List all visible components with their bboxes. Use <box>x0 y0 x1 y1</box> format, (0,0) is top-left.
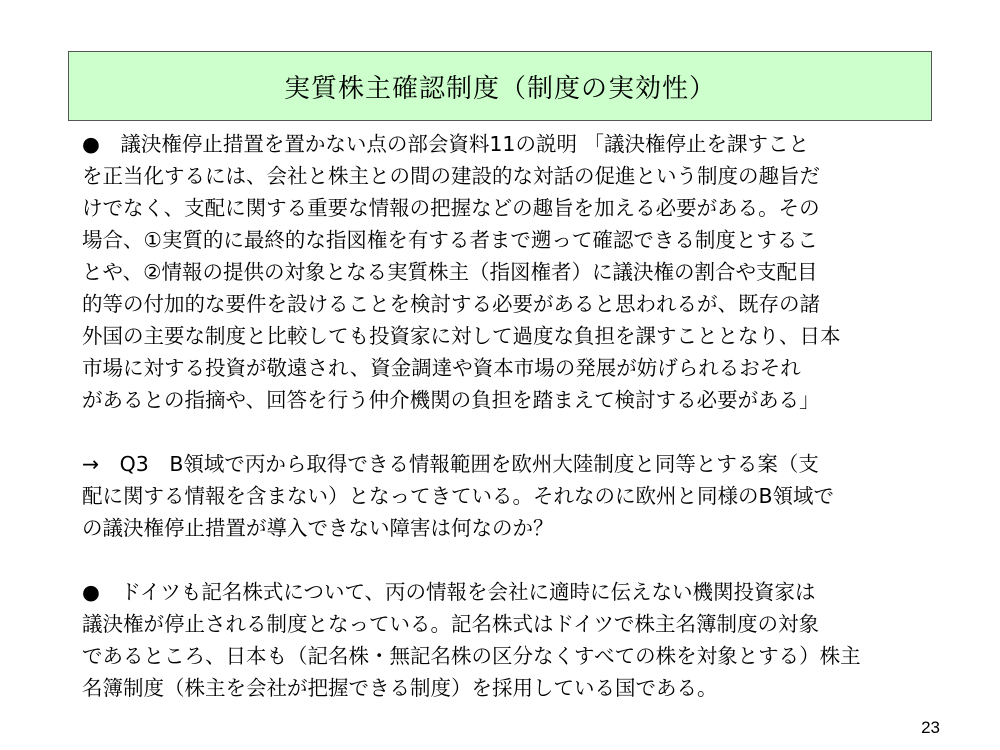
body-line: 配に関する情報を含まない）となってきている。それなのに欧州と同様のB領域で <box>82 484 835 508</box>
slide-title-box <box>68 51 932 121</box>
body-line: 名簿制度（株主を会社が把握できる制度）を採用している国である。 <box>82 676 718 700</box>
body-line: 議決権が停止される制度となっている。記名株式はドイツで株主名簿制度の対象 <box>82 612 819 636</box>
paragraph-3 <box>82 576 942 704</box>
body-line: を正当化するには、会社と株主との間の建設的な対話の促進という制度の趣旨だ <box>82 164 820 188</box>
slide-body <box>82 128 942 704</box>
page-number: 23 <box>921 718 940 737</box>
body-line: → Q3 B領域で丙から取得できる情報範囲を欧州大陸制度と同等とする案（支 <box>82 452 819 476</box>
body-line: ● ドイツも記名株式について、丙の情報を会社に適時に伝えない機関投資家は <box>82 580 816 604</box>
paragraph-spacer <box>82 544 942 576</box>
body-line: の議決権停止措置が導入できない障害は何なのか？ <box>82 516 554 540</box>
body-line: とや、②情報の提供の対象となる実質株主（指図権者）に議決権の割合や支配目 <box>82 260 818 284</box>
body-line: であるところ、日本も（記名株・無記名株の区分なくすべての株を対象とする）株主 <box>82 644 861 668</box>
paragraph-spacer <box>82 416 942 448</box>
paragraph-2 <box>82 448 942 544</box>
body-line: ● 議決権停止措置を置かない点の部会資料11の説明 「議決権停止を課すこと <box>82 132 809 156</box>
body-line: 市場に対する投資が敬遠され、資金調達や資本市場の発展が妨げられるおそれ <box>82 356 801 380</box>
paragraph-1 <box>82 128 942 416</box>
slide-title: 実質株主確認制度（制度の実効性） <box>283 73 716 104</box>
body-line: 外国の主要な制度と比較しても投資家に対して過度な負担を課すこととなり、日本 <box>82 324 841 348</box>
body-line: があるとの指摘や、回答を行う仲介機関の負担を踏まえて検討する必要がある」 <box>82 388 820 412</box>
body-line: 的等の付加的な要件を設けることを検討する必要があると思われるが、既存の諸 <box>82 292 820 316</box>
body-line: 場合、①実質的に最終的な指図権を有する者まで遡って確認できる制度とするこ <box>82 228 818 252</box>
body-line: けでなく、支配に関する重要な情報の把握などの趣旨を加える必要がある。その <box>82 196 820 220</box>
